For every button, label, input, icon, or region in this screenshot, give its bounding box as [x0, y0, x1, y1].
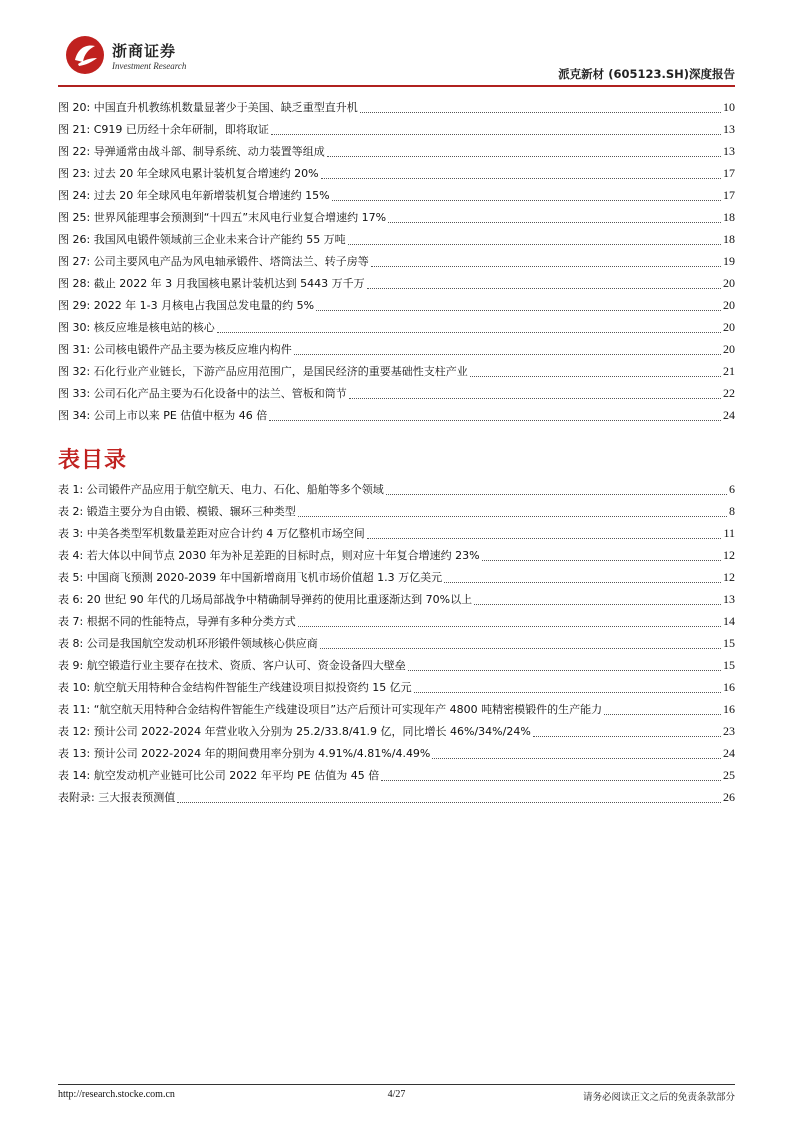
dot-leader	[294, 354, 721, 355]
table-toc-entry-label: 表 4: 若大体以中间节点 2030 年为补足差距的目标时点，则对应十年复合增速约 23%	[58, 549, 480, 562]
table-toc-entry-page: 11	[723, 525, 735, 540]
figure-toc-entry-page: 18	[723, 231, 735, 246]
figure-toc-entry-page: 20	[723, 275, 735, 290]
table-toc-entry[interactable]	[58, 478, 735, 500]
dot-leader	[482, 560, 721, 561]
table-toc-entry-page: 8	[729, 503, 735, 518]
dot-leader	[217, 332, 721, 333]
dot-leader	[360, 112, 721, 113]
table-toc-entry-page: 14	[723, 613, 735, 628]
figure-toc-entry-page: 24	[723, 407, 735, 422]
table-toc-entry-page: 15	[723, 657, 735, 672]
figure-toc-entry-page: 20	[723, 319, 735, 334]
footer-url-link[interactable]: http://research.stocke.com.cn	[58, 1089, 175, 1100]
dot-leader	[367, 288, 721, 289]
dot-leader	[321, 178, 721, 179]
dot-leader	[348, 244, 721, 245]
table-toc-entry-page: 16	[723, 701, 735, 716]
figure-toc-entry-page: 17	[723, 165, 735, 180]
table-toc-entry[interactable]	[58, 654, 735, 676]
figure-toc-entry-label: 图 32: 石化行业产业链长，下游产品应用范围广，是国民经济的重要基础性支柱产业	[58, 365, 468, 378]
figure-toc-entry-page: 19	[723, 253, 735, 268]
figure-toc-entry[interactable]	[58, 404, 735, 426]
footer-disclaimer: 请务必阅读正文之后的免责条款部分	[582, 1092, 735, 1103]
figure-toc-entry-label: 图 26: 我国风电锻件领域前三企业未来合计产能约 55 万吨	[58, 233, 346, 246]
dot-leader	[298, 626, 721, 627]
table-toc-entry[interactable]	[58, 742, 735, 764]
figure-toc-entry-label: 图 27: 公司主要风电产品为风电轴承锻件、塔筒法兰、转子房等	[58, 255, 369, 268]
figure-toc-entry-label: 图 25: 世界风能理事会预测到“十四五”末风电行业复合增速约 17%	[58, 211, 387, 224]
figure-toc-entry-label: 图 23: 过去 20 年全球风电累计装机复合增速约 20%	[58, 167, 319, 180]
table-toc-entry[interactable]	[58, 544, 735, 566]
dot-leader	[367, 538, 722, 539]
table-toc-entry-label: 表 10: 航空航天用特种合金结构件智能生产线建设项目拟投资约 15 亿元	[58, 681, 412, 694]
figure-toc-entry[interactable]	[58, 184, 735, 206]
table-toc-entry-label: 表 14: 航空发动机产业链可比公司 2022 年平均 PE 估值为 45 倍	[58, 769, 380, 782]
table-toc-entry[interactable]	[58, 610, 735, 632]
dot-leader	[298, 516, 727, 517]
table-toc-entry-label: 表 11: “航空航天用特种合金结构件智能生产线建设项目”达产后预计可实现年产 4800 吨精密模锻件的生产能力	[58, 703, 603, 716]
figure-toc-entry-label: 图 34: 公司上市以来 PE 估值中枢为 46 倍	[58, 409, 268, 422]
table-toc-entry-label: 表 1: 公司锻件产品应用于航空航天、电力、石化、船舶等多个领域	[58, 483, 384, 496]
dot-leader	[177, 802, 721, 803]
table-list	[58, 478, 735, 808]
figure-toc-entry[interactable]	[58, 338, 735, 360]
table-toc-entry-label: 表 13: 预计公司 2022-2024 年的期间费用率分别为 4.91%/4.81%/4.49%	[58, 747, 431, 760]
table-toc-entry[interactable]	[58, 522, 735, 544]
page-header	[58, 32, 735, 88]
figure-toc-entry-page: 13	[723, 143, 735, 158]
table-toc-entry[interactable]	[58, 720, 735, 742]
brand-subtitle: Investment Research	[112, 61, 187, 71]
figure-toc-entry[interactable]	[58, 162, 735, 184]
brand-name: 浙商证券	[112, 42, 177, 60]
dot-leader	[474, 604, 721, 605]
dot-leader	[269, 420, 721, 421]
figure-toc-entry[interactable]	[58, 250, 735, 272]
figure-toc-entry[interactable]	[58, 228, 735, 250]
figure-toc-entry-label: 图 28: 截止 2022 年 3 月我国核电累计装机达到 5443 万千万	[58, 277, 365, 290]
table-toc-entry-label: 表 8: 公司是我国航空发动机环形锻件领域核心供应商	[58, 637, 318, 650]
table-toc-entry-page: 12	[723, 569, 735, 584]
dot-leader	[381, 780, 721, 781]
table-toc-entry-label: 表 12: 预计公司 2022-2024 年营业收入分别为 25.2/33.8/41.9 亿，同比增长 46%/34%/24%	[58, 725, 531, 738]
table-toc-entry[interactable]	[58, 500, 735, 522]
table-toc-entry-label: 表 7: 根据不同的性能特点，导弹有多种分类方式	[58, 615, 296, 628]
figure-toc-entry-label: 图 20: 中国直升机教练机数量显著少于美国、缺乏重型直升机	[58, 101, 358, 114]
table-toc-entry-page: 16	[723, 679, 735, 694]
table-toc-entry[interactable]	[58, 632, 735, 654]
table-toc-entry-page: 24	[723, 745, 735, 760]
figure-toc-entry[interactable]	[58, 316, 735, 338]
figure-toc-entry[interactable]	[58, 96, 735, 118]
table-toc-entry-page: 13	[723, 591, 735, 606]
dot-leader	[332, 200, 721, 201]
table-toc-entry-label: 表 6: 20 世纪 90 年代的几场局部战争中精确制导弹药的使用比重逐渐达到 70%以上	[58, 593, 473, 606]
table-toc-entry-page: 25	[723, 767, 735, 782]
dot-leader	[320, 648, 721, 649]
table-toc-entry[interactable]	[58, 676, 735, 698]
table-toc-entry-page: 23	[723, 723, 735, 738]
figure-toc-entry-page: 17	[723, 187, 735, 202]
dot-leader	[408, 670, 721, 671]
dot-leader	[349, 398, 721, 399]
table-toc-entry-label: 表附录: 三大报表预测值	[58, 791, 176, 804]
figure-toc-entry-label: 图 21: C919 已历经十余年研制，即将取证	[58, 123, 269, 136]
figure-toc-entry[interactable]	[58, 382, 735, 404]
dot-leader	[327, 156, 721, 157]
figure-toc-entry-page: 20	[723, 297, 735, 312]
figure-toc-entry[interactable]	[58, 118, 735, 140]
figure-toc-entry[interactable]	[58, 206, 735, 228]
dot-leader	[533, 736, 721, 737]
figure-toc-entry-page: 10	[723, 99, 735, 114]
table-toc-entry[interactable]	[58, 698, 735, 720]
table-toc-entry[interactable]	[58, 588, 735, 610]
figure-list	[58, 96, 735, 426]
table-toc-entry-page: 12	[723, 547, 735, 562]
dot-leader	[271, 134, 721, 135]
table-toc-entry-page: 6	[729, 481, 735, 496]
table-toc-entry-label: 表 9: 航空锻造行业主要存在技术、资质、客户认可、资金设备四大壁垒	[58, 659, 406, 672]
figure-toc-entry[interactable]	[58, 360, 735, 382]
header-divider	[58, 85, 735, 87]
table-toc-entry[interactable]	[58, 786, 735, 808]
figure-toc-entry[interactable]	[58, 272, 735, 294]
table-toc-entry[interactable]	[58, 566, 735, 588]
tables-heading: 表目录	[58, 448, 128, 473]
dot-leader	[604, 714, 721, 715]
figure-toc-entry-label: 图 22: 导弹通常由战斗部、制导系统、动力装置等组成	[58, 145, 325, 158]
table-toc-entry-label: 表 3: 中美各类型军机数量差距对应合计约 4 万亿整机市场空间	[58, 527, 365, 540]
figure-toc-entry-page: 20	[723, 341, 735, 356]
figure-toc-entry-label: 图 31: 公司核电锻件产品主要为核反应堆内构件	[58, 343, 292, 356]
figure-toc-entry-page: 18	[723, 209, 735, 224]
page-number: 4/27	[387, 1089, 406, 1100]
stocke-logo-icon	[64, 34, 106, 76]
footer-divider	[58, 1084, 735, 1085]
figure-toc-entry-page: 13	[723, 121, 735, 136]
table-toc-entry-label: 表 2: 锻造主要分为自由锻、模锻、辗环三种类型	[58, 505, 296, 518]
dot-leader	[414, 692, 721, 693]
table-toc-entry-page: 26	[723, 789, 735, 804]
table-toc-entry-label: 表 5: 中国商飞预测 2020-2039 年中国新增商用飞机市场价值超 1.3 万亿美元	[58, 571, 443, 584]
figure-toc-entry-label: 图 33: 公司石化产品主要为石化设备中的法兰、管板和筒节	[58, 387, 347, 400]
figure-toc-entry[interactable]	[58, 294, 735, 316]
dot-leader	[432, 758, 721, 759]
dot-leader	[386, 494, 727, 495]
table-toc-entry[interactable]	[58, 764, 735, 786]
figure-toc-entry-label: 图 24: 过去 20 年全球风电年新增装机复合增速约 15%	[58, 189, 330, 202]
dot-leader	[316, 310, 721, 311]
dot-leader	[470, 376, 721, 377]
report-title: 派克新材 (605123.SH)深度报告	[558, 67, 735, 81]
dot-leader	[388, 222, 721, 223]
figure-toc-entry-label: 图 30: 核反应堆是核电站的核心	[58, 321, 215, 334]
figure-toc-entry-page: 22	[723, 385, 735, 400]
dot-leader	[371, 266, 721, 267]
dot-leader	[444, 582, 721, 583]
figure-toc-entry-page: 21	[723, 363, 735, 378]
figure-toc-entry-label: 图 29: 2022 年 1-3 月核电占我国总发电量的约 5%	[58, 299, 315, 312]
table-toc-entry-page: 15	[723, 635, 735, 650]
figure-toc-entry[interactable]	[58, 140, 735, 162]
